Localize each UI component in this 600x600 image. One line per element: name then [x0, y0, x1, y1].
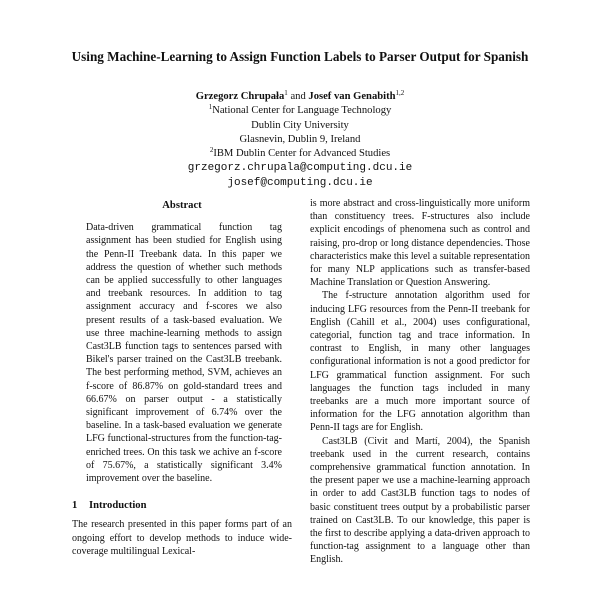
affiliation-2-name: IBM Dublin Center for Advanced Studies [213, 148, 391, 160]
paper-title: Using Machine-Learning to Assign Function Labels to Parser Output for Spanish [71, 49, 529, 64]
affiliation-2-marker: 2 [209, 146, 214, 155]
right-paragraph-1: is more abstract and cross-linguistically more uniform than constituency trees. F-structures also include explicit encodings of phenomena such as control and raising, pro-drop or long distance dependencies. Those characteristics make this level a suitable representation for many NLP applications such as transfer-based Machine Translation or Question Answering. [310, 198, 530, 289]
affiliation-1-marker: 1 [208, 103, 213, 112]
author-2: Josef van Genabith [308, 91, 396, 102]
right-paragraph-3: Cast3LB (Civit and Martí, 2004), the Spanish treebank used in the current research, contains comprehensive grammatical function annotation. In the present paper we use a machine-learning approach in order to add Cast3LB function tags to nodes of basic constituent trees output by a probabilistic parser trained on Cast3LB. To our knowledge, this paper is the first to describe applying a data-driven approach to function-tag assignment to a language other than English. [310, 435, 530, 566]
affiliation-1-name: National Center for Language Technology [212, 105, 392, 117]
author-1: Grzegorz Chrupała [195, 91, 285, 102]
right-column [310, 197, 530, 567]
author-conjunction: and [287, 91, 309, 102]
abstract-heading: Abstract [162, 200, 202, 211]
section-1-heading [72, 499, 292, 512]
email-2: josef@computing.dcu.ie [227, 176, 373, 189]
affiliation-1-line2: Dublin City University [251, 119, 349, 131]
affiliation-1-line3: Glasnevin, Dublin 9, Ireland [239, 133, 361, 145]
left-column [72, 199, 292, 558]
intro-paragraph: The research presented in this paper forms part of an ongoing effort to develop methods to induce wide-coverage multilingual Lexical- [72, 519, 292, 557]
affiliation-1 [60, 104, 540, 118]
author-names [60, 90, 540, 104]
abstract-text: Data-driven grammatical function tag assignment has been studied for English using the Penn-II Treebank data. In this paper we address the question of whether such methods can be applied successfully to other languages and treebank resources. In addition to tag assignment accuracy and f-scores we also present results of a task-based evaluation. We use three machine-learning methods to assign Cast3LB function tags to sentences parsed with Bikel's parser trained on the Cast3LB treebank. The best performing method, SVM, achieves an f-score of 86.87% on gold-standard trees and 66.67% on parser output - a statistically significant improvement of 6.74% over the baseline. In a task-based evaluation we generate LFG functional-structures from the function-tag-enriched trees. On this task we achive an f-score of 75.67%, a statistically significant 3.4% improvement over the baseline. [86, 222, 282, 485]
email-1: grzegorz.chrupala@computing.dcu.ie [187, 162, 413, 175]
section-1-title: Introduction [89, 500, 147, 512]
author-block [60, 90, 540, 190]
author-2-affil: 1,2 [395, 89, 405, 97]
author-1-affil: 1 [284, 89, 288, 97]
section-1-number: 1 [72, 500, 78, 512]
affiliation-2 [60, 147, 540, 161]
right-paragraph-2: The f-structure annotation algorithm used for inducing LFG resources from the Penn-II treebank for English (Cahill et al., 2004) uses configurational, categorial, function tag and trace information. In contrast to English, in many other languages configurational information is not a good predictor for LFG grammatical function assignment. For such languages the function tags included in many treebanks are a much more important source of information for the LFG annotation algorithm than Penn-II tags are for English. [310, 290, 530, 434]
